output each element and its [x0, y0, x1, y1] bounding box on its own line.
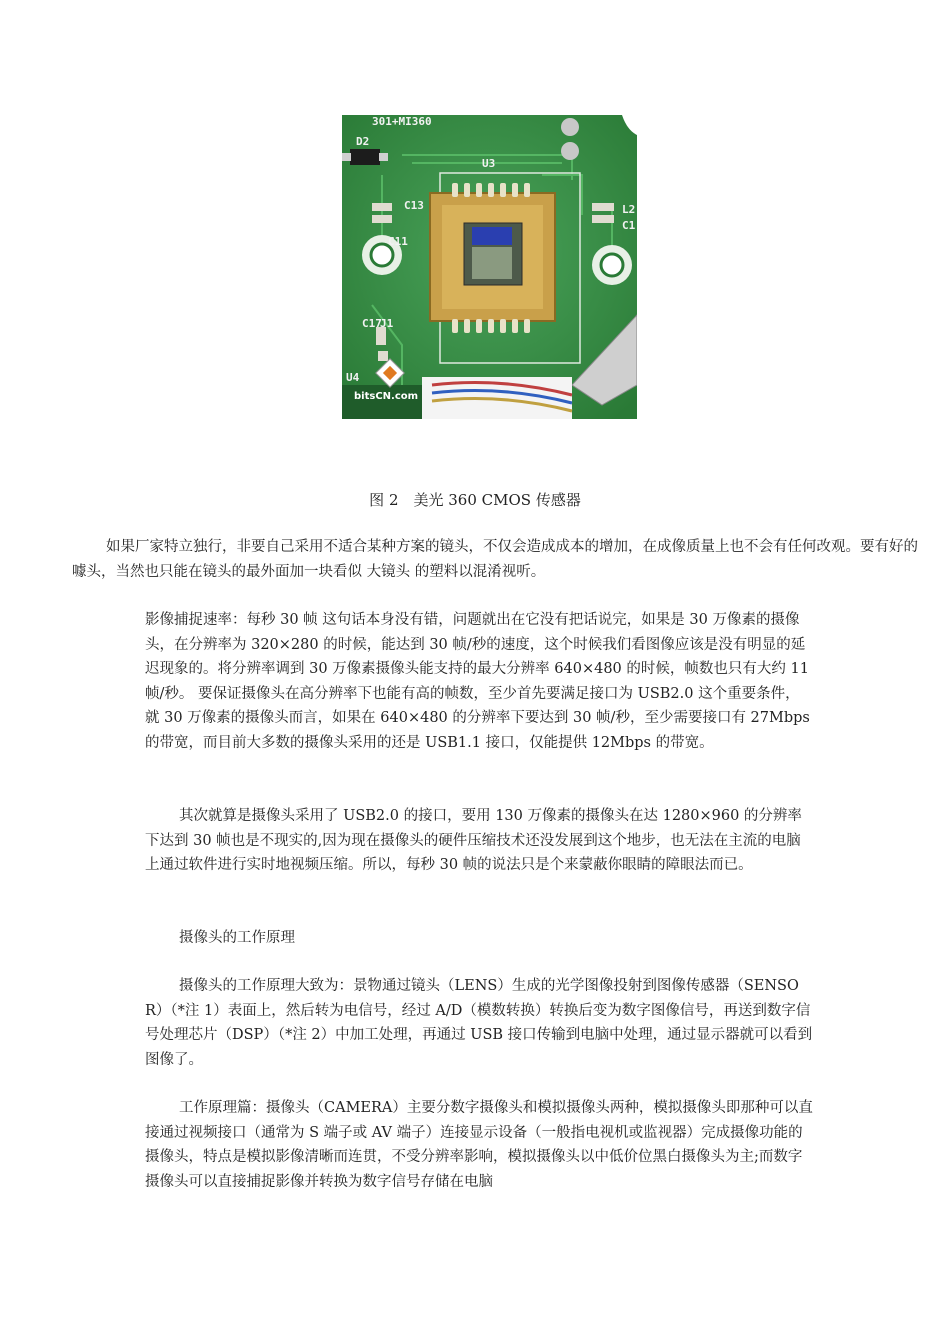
- paragraph-5: 工作原理篇：摄像头（CAMERA）主要分数字摄像头和模拟摄像头两种，模拟摄像头即那种可以直接通过视频接口（通常为 S 端子或 AV 端子）连接显示设备（一般指电视机或监视器）完成摄像功能的摄像头，特点是模拟影像清晰而连贯，不受分辨率影响，模拟摄像头以中低价位黑白摄像头为主;而数字摄像头可以直接捕捉影像并转换为数字信号存储在电脑: [145, 1100, 813, 1190]
- label-c11: C11: [388, 235, 408, 248]
- paragraph-2: 影像捕捉速率：每秒 30 帧 这句话本身没有错，问题就出在它没有把话说完，如果是 30 万像素的摄像头，在分辨率为 320×280 的时候，能达到 30 帧/秒的速度，这个时候我们看图像应该是没有明显的延迟现象的。将分辨率调到 30 万像素摄像头能支持的最大分辨率 640×480 的时候，帧数也只有大约 11 帧/秒。 要保证摄像头在高分辨率下也能有高的帧数，至少首先要满足接口为 USB2.0 这个重要条件，就 30 万像素的摄像头而言，如果在 640×480 的分辨率下要达到 30 帧/秒，至少需要接口有 27Mbps 的带宽，而目前大多数的摄像头采用的还是 USB1.1 接口，仅能提供 12Mbps 的带宽。: [145, 612, 810, 751]
- label-l2: L2: [622, 203, 636, 216]
- label-c17: C17: [362, 317, 382, 330]
- sensor-photo: [342, 115, 637, 419]
- paragraph-1: 如果厂家特立独行，非要自己采用不适合某种方案的镜头，不仅会造成成本的增加，在成像质量上也不会有任何改观。要有好的噱头，当然也只能在镜头的最外面加一块看似 大镜头 的塑料以混淆视听。: [72, 539, 918, 580]
- label-u4: U4: [346, 371, 360, 384]
- figure-caption: 图 2 美光 360 CMOS 传感器: [369, 491, 581, 509]
- label-u3: U3: [482, 157, 496, 170]
- section-heading: 摄像头的工作原理: [179, 930, 295, 946]
- label-j1: J1: [380, 317, 394, 330]
- label-d2: D2: [356, 135, 370, 148]
- watermark-text: bitsCN.com: [354, 391, 419, 402]
- paragraph-3: 其次就算是摄像头采用了 USB2.0 的接口，要用 130 万像素的摄像头在达 1280×960 的分辨率下达到 30 帧也是不现实的,因为现在摄像头的硬件压缩技术还没发展到这个地步，也无法在主流的电脑上通过软件进行实时地视频压缩。所以，每秒 30 帧的说法只是个来蒙蔽你眼睛的障眼法而已。: [145, 808, 802, 873]
- board-label: 301+MI360: [372, 115, 432, 128]
- label-c13: C13: [404, 199, 424, 212]
- paragraph-4: 摄像头的工作原理大致为：景物通过镜头（LENS）生成的光学图像投射到图像传感器（SENSOR）（*注 1）表面上，然后转为电信号，经过 A/D（模数转换）转换后变为数字图像信号，再送到数字信号处理芯片（DSP）（*注 2）中加工处理，再通过 USB 接口传输到电脑中处理，通过显示器就可以看到图像了。: [145, 978, 813, 1068]
- label-c1: C1: [622, 219, 636, 232]
